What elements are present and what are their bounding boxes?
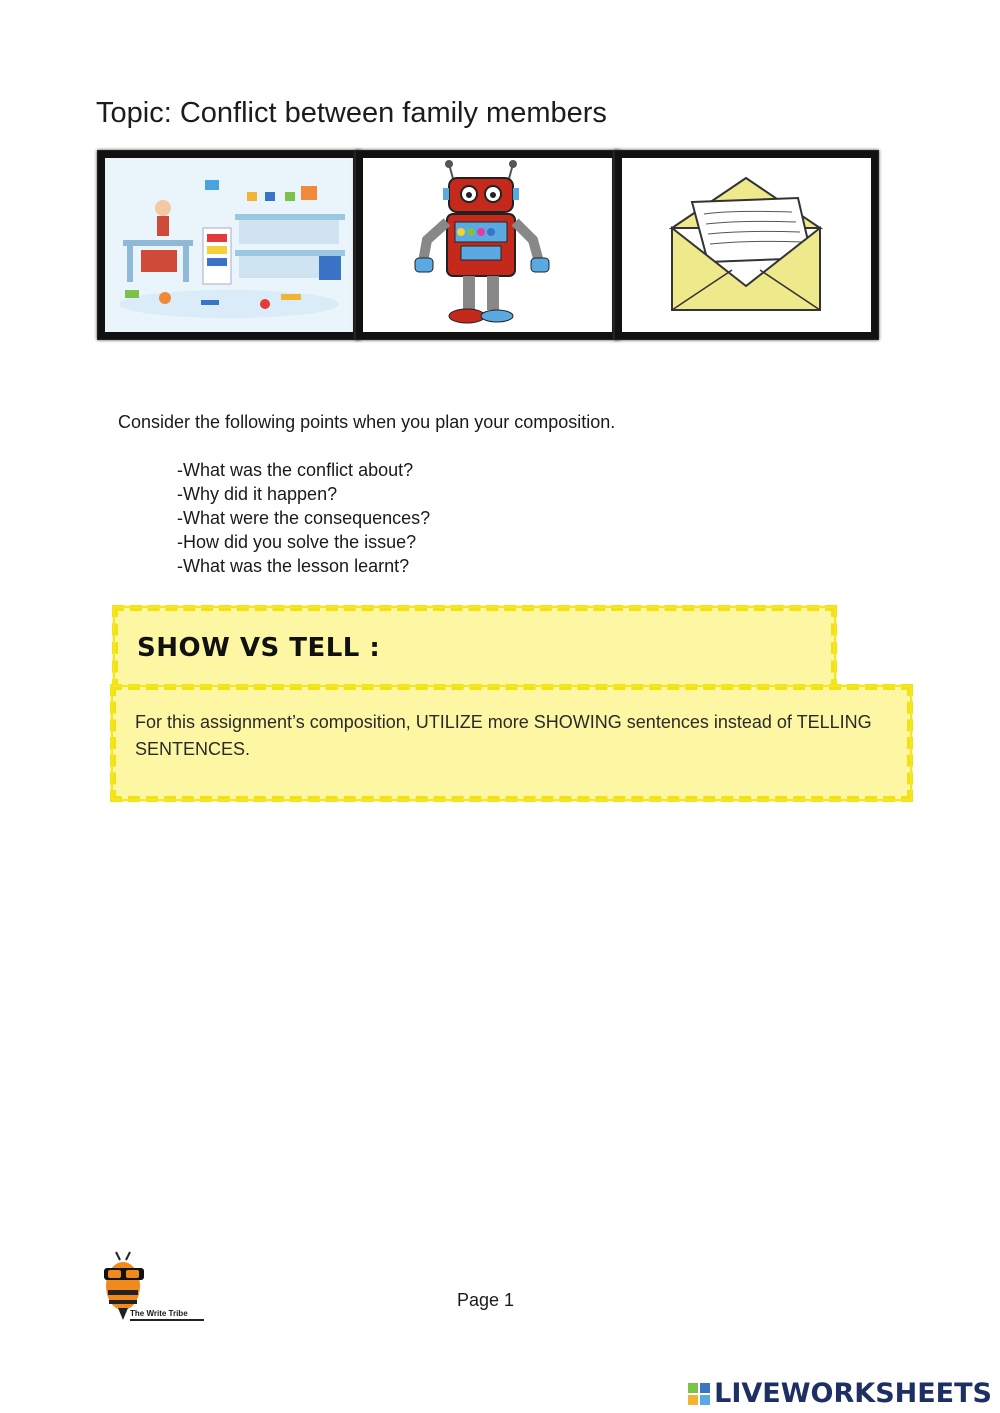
page-title: Topic: Conflict between family members: [96, 97, 607, 129]
robot-image: [356, 151, 619, 339]
envelope-letter-image: [615, 151, 878, 339]
instruction-text: Consider the following points when you plan your composition.: [118, 412, 616, 432]
watermark-text: LIVEWORKSHEETS: [714, 1378, 992, 1409]
messy-bedroom-image: [98, 151, 360, 339]
page-number: Page 1: [457, 1290, 515, 1310]
list-item: -Why did it happen?: [177, 484, 338, 504]
logo-text: The Write Tribe: [130, 1309, 188, 1318]
list-item: -What were the consequences?: [177, 508, 431, 528]
liveworksheets-icon: [688, 1383, 710, 1405]
list-item: -How did you solve the issue?: [177, 532, 417, 552]
planning-points-list: [177, 458, 430, 578]
show-vs-tell-heading: SHOW VS TELL :: [137, 633, 381, 663]
list-item: -What was the conflict about?: [177, 460, 414, 480]
liveworksheets-watermark: [688, 1378, 992, 1409]
list-item: -What was the lesson learnt?: [177, 556, 410, 576]
show-vs-tell-instruction: For this assignment’s composition, UTILIZE more SHOWING sentences instead of TELLING SENTENCES.: [135, 712, 872, 759]
